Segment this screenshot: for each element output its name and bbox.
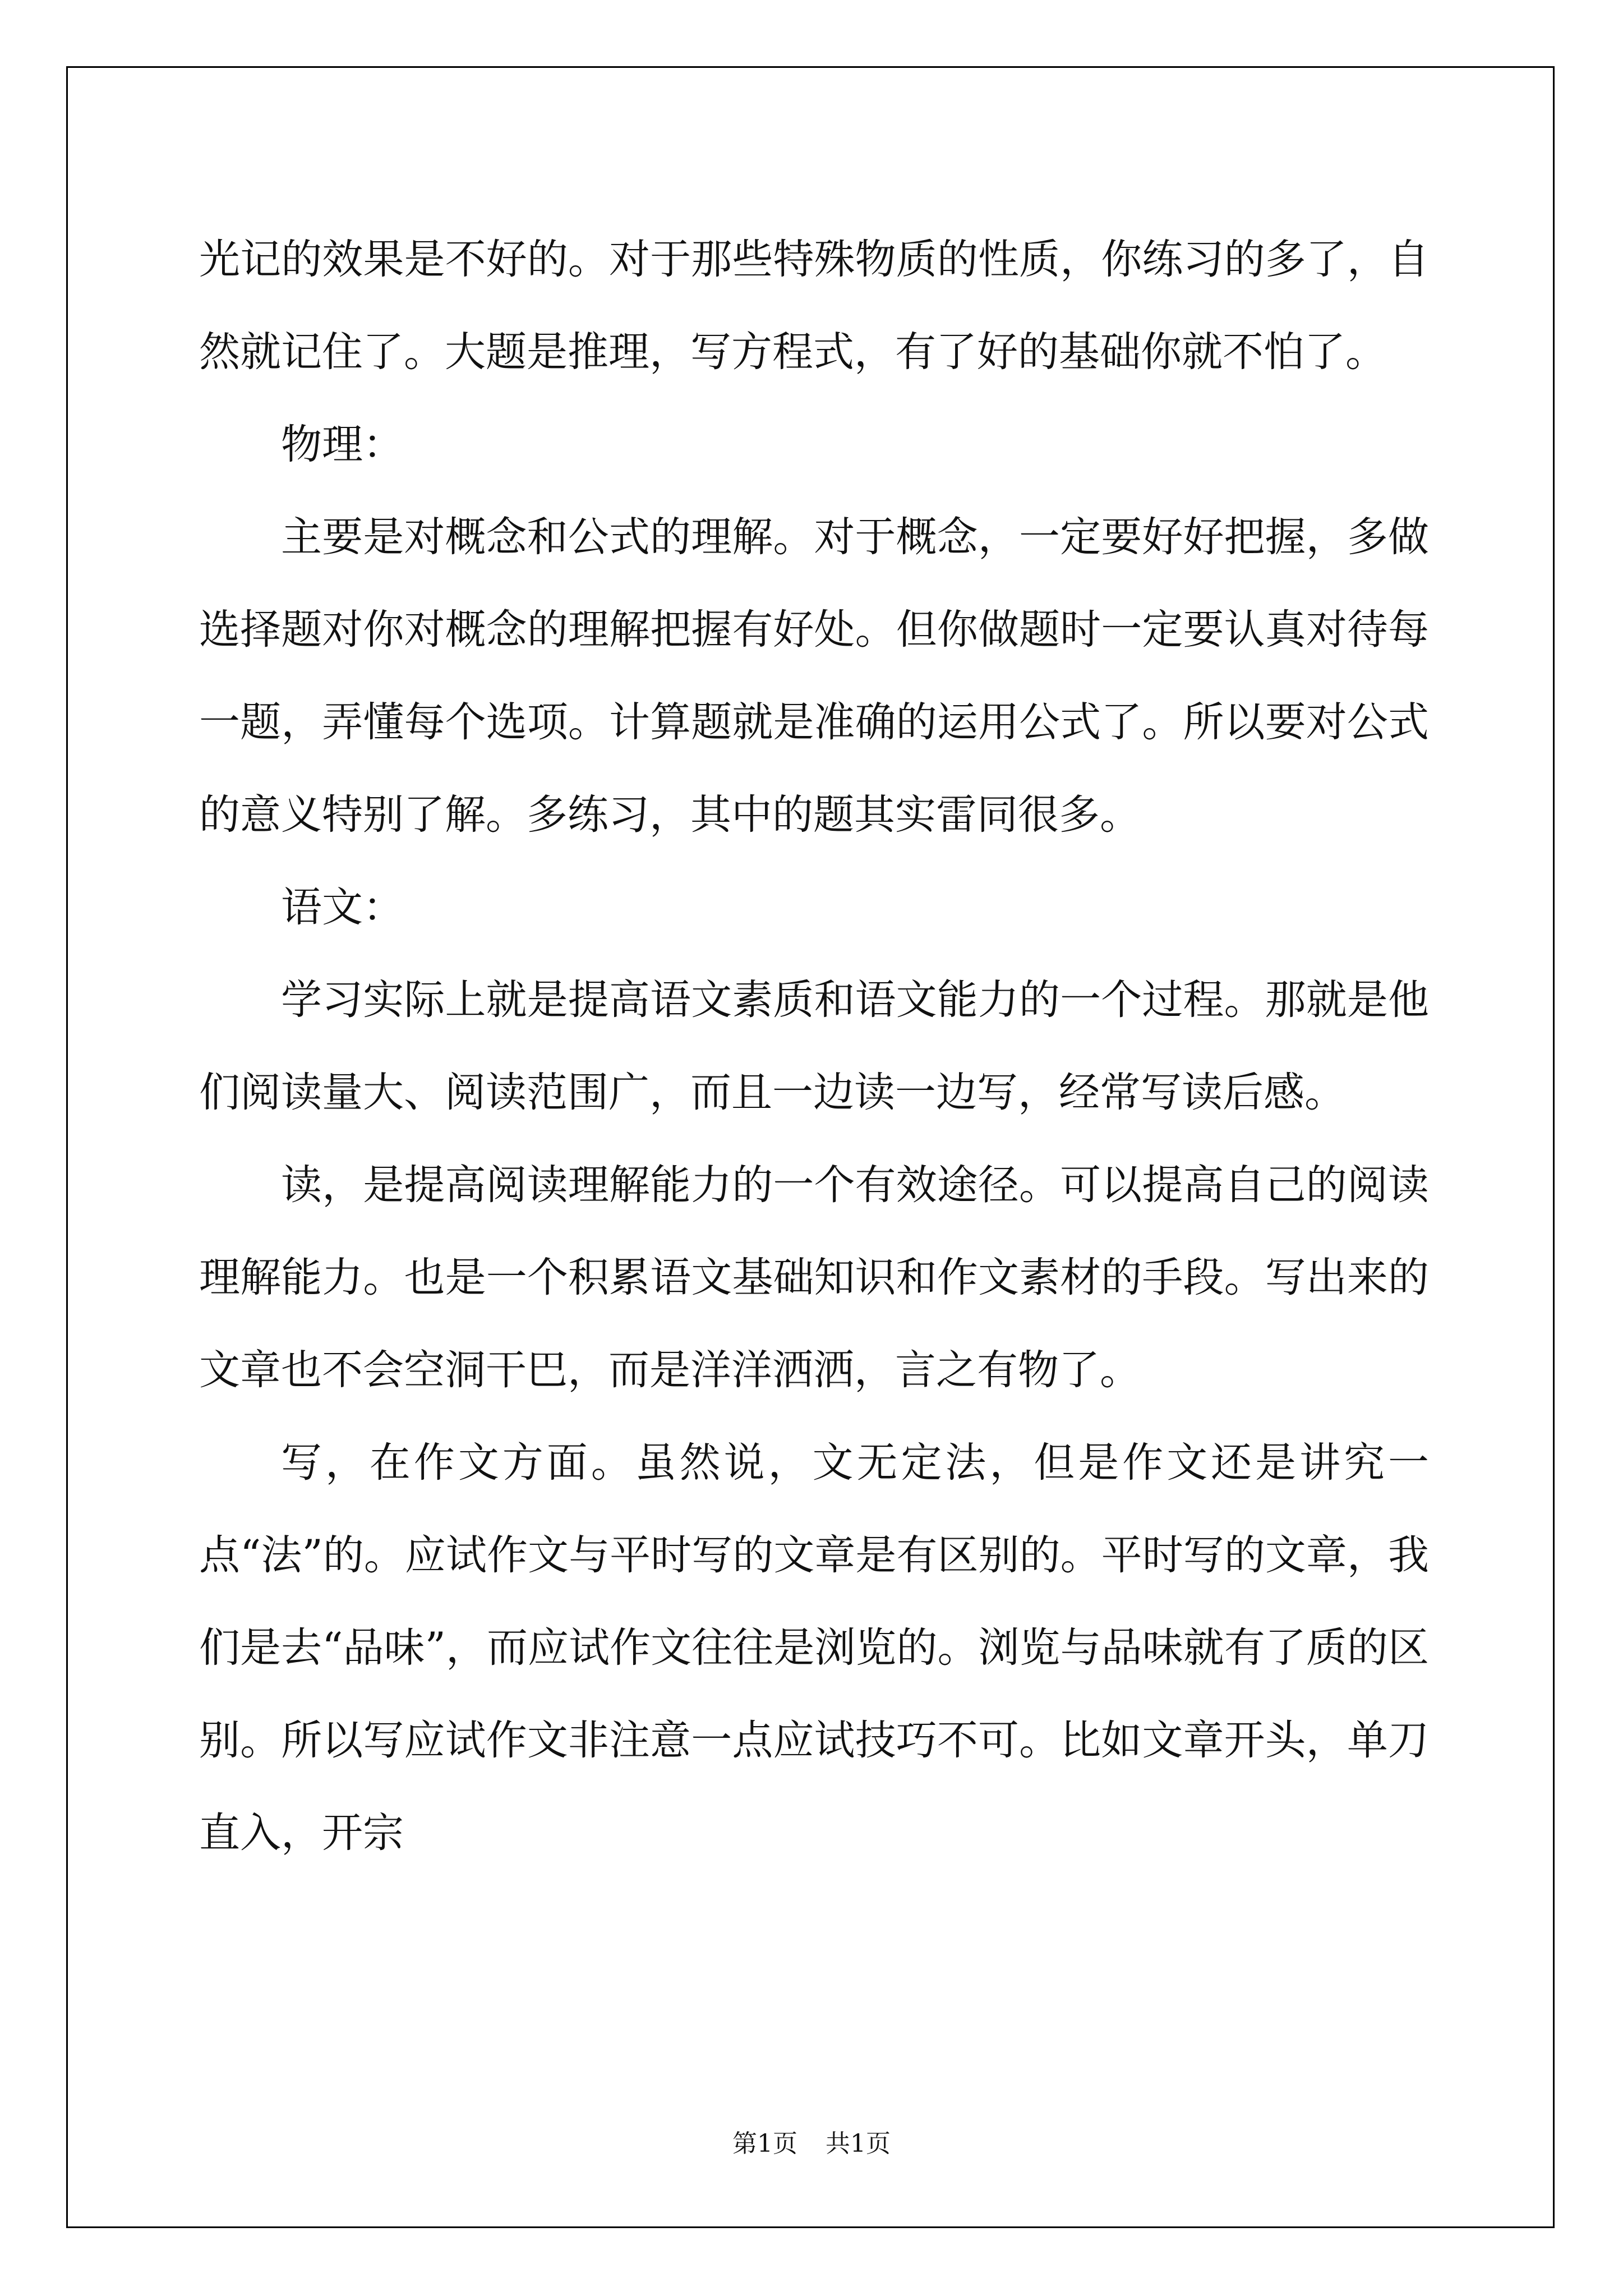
page-number: 第1页	[732, 2129, 797, 2158]
paragraph: 学习实际上就是提高语文素质和语文能力的一个过程。那就是他们阅读量大、阅读范围广，而且一边读一边写，经常写读后感。	[199, 976, 1429, 1116]
paragraph-heading-chinese: 语文：	[281, 884, 404, 931]
paragraph: 写，在作文方面。虽然说，文无定法，但是作文还是讲究一点“法”的。应试作文与平时写的文章是有区别的。平时写的文章，我们是去“品味”，而应试作文往往是浏览的。浏览与品味就有了质的区别。所以写应试作文非注意一点应试技巧不可。比如文章开头，单刀直入，开宗	[199, 1439, 1429, 1857]
page-total: 共1页	[826, 2129, 891, 2158]
paragraph: 读，是提高阅读理解能力的一个有效途径。可以提高自己的阅读理解能力。也是一个积累语文基础知识和作文素材的手段。写出来的文章也不会空洞干巴，而是洋洋洒洒，言之有物了。	[199, 1161, 1429, 1394]
paragraph: 光记的效果是不好的。对于那些特殊物质的性质，你练习的多了，自然就记住了。大题是推理，写方程式，有了好的基础你就不怕了。	[199, 236, 1429, 376]
document-body	[199, 213, 1429, 1879]
paragraph-heading-physics: 物理：	[281, 421, 404, 468]
paragraph: 主要是对概念和公式的理解。对于概念，一定要好好把握，多做选择题对你对概念的理解把握有好处。但你做题时一定要认真对待每一题，弄懂每个选项。计算题就是准确的运用公式了。所以要对公式的意义特别了解。多练习，其中的题其实雷同很多。	[199, 513, 1429, 839]
page-footer	[0, 2123, 1623, 2159]
